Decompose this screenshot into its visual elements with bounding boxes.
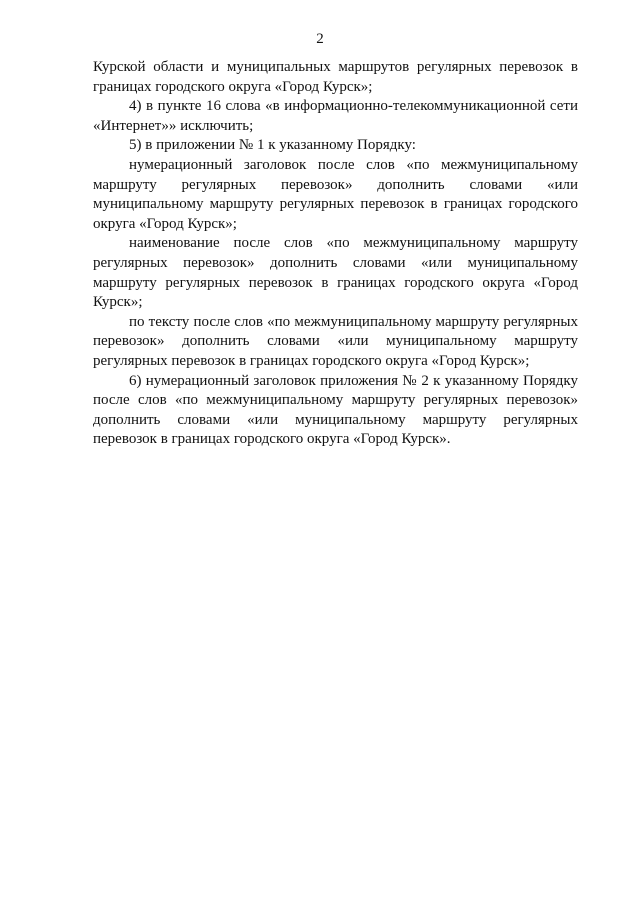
paragraph-item-5: 5) в приложении № 1 к указанному Порядку: <box>129 137 416 154</box>
paragraph-continuation: Курской области и муниципальных маршрутов регулярных перевозок в границах городского округа «Город Курск»; <box>93 59 578 95</box>
paragraph-text-change: по тексту после слов «по межмуниципальному маршруту регулярных перевозок» дополнить словами «или муниципальному маршруту регулярных перевозок в границах городского округа «Город Курск»; <box>93 313 578 369</box>
paragraph-item-4: 4) в пункте 16 слова «в информационно-телекоммуникационной сети «Интернет»» исключить; <box>93 98 578 134</box>
paragraph-title-change: наименование после слов «по межмуниципальному маршруту регулярных перевозок» дополнить словами «или муниципальному маршруту регулярных перевозок в границах городского округа «Город Курск»; <box>93 235 578 311</box>
paragraph-numbering-heading: нумерационный заголовок после слов «по межмуниципальному маршруту регулярных перевозок» дополнить словами «или муниципальному маршруту регулярных перевозок в границах городского округа «Город Курск»; <box>93 156 578 232</box>
paragraph-item-6: 6) нумерационный заголовок приложения № 2 к указанному Порядку после слов «по межмуниципальному маршруту регулярных перевозок» дополнить словами «или муниципальному маршруту регулярных перевозок в границах городского округа «Город Курск». <box>93 372 578 448</box>
page-number: 2 <box>316 31 324 47</box>
document-body <box>93 58 578 450</box>
